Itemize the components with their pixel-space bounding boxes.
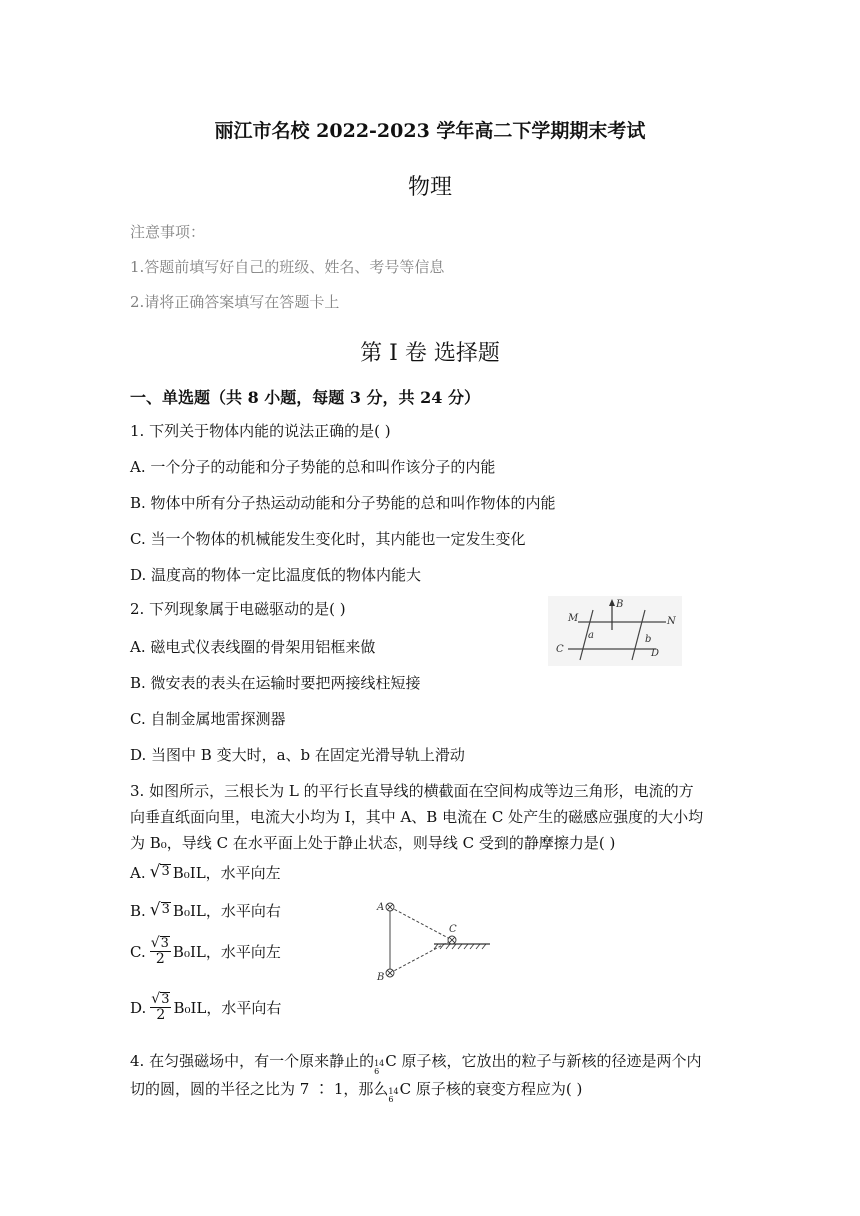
sqrt-arg: 3 — [160, 936, 169, 951]
q2-stem: 2. 下列现象属于电磁驱动的是( ) — [130, 600, 346, 618]
mass-number: 14 — [388, 1087, 399, 1096]
q3-option-d-letter: D. — [130, 998, 147, 1017]
q4-line-1-end: C 原子核，它放出的粒子与新核的径迹是两个内 — [385, 1052, 702, 1070]
notice-heading: 注意事项： — [130, 223, 206, 241]
side-bc — [390, 940, 452, 973]
q3-option-c-text: B₀IL，水平向左 — [172, 943, 281, 962]
q4-line-2 — [130, 1078, 582, 1104]
fraction: √ 3 2 — [151, 991, 170, 1024]
wire-c — [448, 936, 456, 944]
q3-option-b-text: B₀IL，水平向右 — [172, 902, 281, 920]
q1-stem: 1. 下列关于物体内能的说法正确的是( ) — [130, 422, 391, 440]
fraction-denominator: 2 — [155, 951, 165, 968]
q3-option-c — [130, 936, 281, 968]
q3-stem-line-3: 为 B₀，导线 C 在水平面上处于静止状态，则导线 C 受到的静摩擦力是( ) — [130, 834, 616, 852]
sqrt-sign: √ 3 — [149, 862, 170, 882]
atomic-number: 6 — [374, 1067, 380, 1076]
q3-stem-line-2: 向垂直纸面向里，电流大小均为 I，其中 A、B 电流在 C 处产生的磁感应强度的大小均 — [130, 808, 704, 826]
q3-option-d-text: B₀IL，水平向右 — [173, 999, 282, 1018]
q3-option-c-letter: C. — [130, 942, 146, 961]
figure-background — [548, 596, 682, 666]
sqrt-arg: 3 — [161, 902, 170, 917]
isotope-c14 — [388, 1088, 399, 1104]
q1-option-a: A. 一个分子的动能和分子势能的总和叫作该分子的内能 — [130, 458, 496, 476]
q3-option-b-letter: B. — [130, 901, 146, 920]
q3-option-a — [130, 862, 281, 883]
fraction: √ 3 2 — [150, 935, 169, 968]
q1-option-b: B. 物体中所有分子热运动动能和分子势能的总和叫作物体的内能 — [130, 494, 556, 512]
q4-line-2-end: C 原子核的衰变方程应为( ) — [399, 1080, 583, 1098]
atomic-number: 6 — [388, 1095, 394, 1104]
label-a: a — [588, 630, 594, 641]
notice-item-2: 2.请将正确答案填写在答题卡上 — [130, 293, 340, 311]
q2-rails-figure — [548, 596, 682, 666]
q3-option-b — [130, 900, 281, 921]
ground-hatching — [434, 944, 486, 949]
sqrt-arg: 3 — [161, 864, 170, 879]
part-heading: 一、单选题（共 8 小题，每题 3 分，共 24 分） — [130, 388, 480, 407]
label-b-rod: b — [645, 634, 652, 645]
isotope-c14 — [374, 1060, 385, 1076]
sqrt-sign: √ 3 — [149, 900, 170, 920]
label-a: A — [377, 902, 385, 913]
side-ac — [390, 907, 452, 940]
subject-title: 物理 — [407, 175, 452, 200]
fraction-denominator: 2 — [156, 1007, 166, 1024]
q1-option-d: D. 温度高的物体一定比温度低的物体内能大 — [130, 566, 422, 584]
label-d: D — [651, 648, 660, 659]
q2-option-c: C. 自制金属地雷探测器 — [130, 710, 286, 728]
q3-triangle-figure — [372, 895, 498, 985]
wire-a — [386, 903, 394, 911]
q2-option-d: D. 当图中 B 变大时，a、b 在固定光滑导轨上滑动 — [130, 746, 465, 764]
q2-option-b: B. 微安表的表头在运输时要把两接线柱短接 — [130, 674, 421, 692]
q3-option-d — [130, 992, 281, 1024]
wire-b — [386, 969, 394, 977]
label-m: M — [568, 613, 579, 624]
mass-number: 14 — [374, 1059, 385, 1068]
q4-line-1 — [130, 1050, 702, 1076]
sqrt-arg: 3 — [161, 992, 170, 1007]
q3-stem-line-1: 3. 如图所示，三根长为 L 的平行长直导线的横截面在空间构成等边三角形，电流的方 — [130, 782, 694, 800]
q2-option-a: A. 磁电式仪表线圈的骨架用铝框来做 — [130, 638, 376, 656]
notice-item-1: 1.答题前填写好自己的班级、姓名、考号等信息 — [130, 258, 445, 276]
q1-option-c: C. 当一个物体的机械能发生变化时，其内能也一定发生变化 — [130, 530, 526, 548]
q3-option-a-letter: A. — [130, 863, 146, 882]
exam-title: 丽江市名校 2022-2023 学年高二下学期期末考试 — [214, 120, 646, 142]
label-n: N — [667, 616, 676, 627]
label-c: C — [556, 644, 564, 655]
q4-line-1-start: 4. 在匀强磁场中，有一个原来静止的 — [130, 1052, 375, 1070]
label-b: B — [616, 599, 624, 610]
section-title: 第 I 卷 选择题 — [360, 341, 500, 366]
label-c: C — [449, 924, 457, 935]
q3-option-a-text: B₀IL，水平向左 — [172, 864, 281, 882]
q4-line-2-start: 切的圆，圆的半径之比为 7 ∶ 1，那么 — [130, 1080, 389, 1098]
label-b: B — [377, 972, 385, 983]
